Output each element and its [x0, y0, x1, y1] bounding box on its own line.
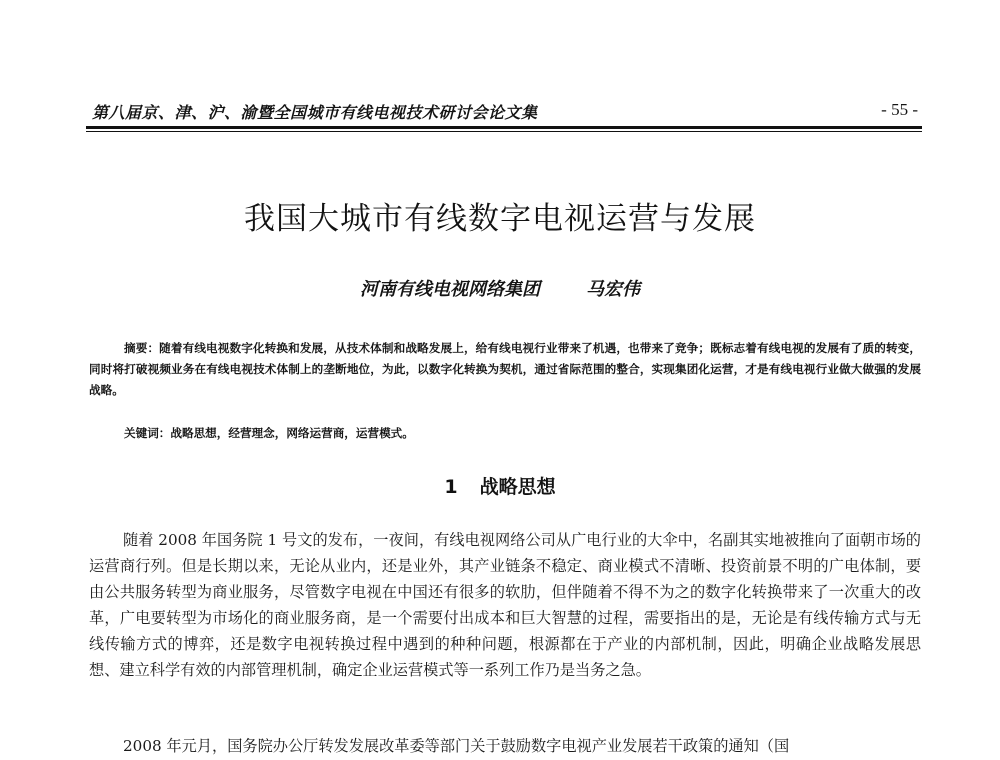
author-affiliation: 河南有线电视网络集团	[360, 279, 540, 300]
author-name: 马宏伟	[586, 279, 640, 300]
section-title: 战略思想	[479, 476, 556, 498]
section-number: 1	[444, 476, 458, 498]
running-title: 第八届京、津、沪、渝暨全国城市有线电视技术研讨会论文集	[92, 103, 538, 122]
header-rule-thin	[86, 131, 922, 132]
abstract: 摘要：随着有线电视数字化转换和发展，从技术体制和战略发展上，给有线电视行业带来了机遇，也带来了竞争；既标志着有线电视的发展有了质的转变，同时将打破视频业务在有线电视技术体制上的垄断地位，为此，以数字化转换为契机，通过省际范围的整合，实现集团化运营，才是有线电视行业做大做强的发展战略。	[89, 341, 921, 397]
header-rule-thick	[86, 126, 922, 129]
section-heading	[0, 472, 1000, 499]
keywords: 关键词：战略思想，经营理念，网络运营商，运营模式。	[124, 426, 414, 440]
paper-title: 我国大城市有线数字电视运营与发展	[244, 201, 756, 237]
body-paragraph: 随着 2008 年国务院 1 号文的发布，一夜间，有线电视网络公司从广电行业的大伞中，名副其实地被推向了面朝市场的运营商行列。但是长期以来，无论从业内，还是业外，其产业链条不稳定、商业模式不清晰、投资前景不明的广电体制，要由公共服务转型为商业服务，尽管数字电视在中国还有很多的软肋，但伴随着不得不为之的数字化转换带来了一次重大的改革，广电要转型为市场化的商业服务商，是一个需要付出成本和巨大智慧的过程，需要指出的是，无论是有线传输方式与无线传输方式的博弈，还是数字电视转换过程中遇到的种种问题，根源都在于产业的内部机制，因此，明确企业战略发展思想、建立科学有效的内部管理机制，确定企业运营模式等一系列工作乃是当务之急。	[89, 531, 921, 679]
byline	[0, 275, 1000, 301]
running-header	[86, 100, 922, 126]
page-number: - 55 -	[881, 100, 918, 119]
body-paragraph: 2008 年元月，国务院办公厅转发发展改革委等部门关于鼓励数字电视产业发展若干政策的通知（国	[123, 737, 790, 755]
